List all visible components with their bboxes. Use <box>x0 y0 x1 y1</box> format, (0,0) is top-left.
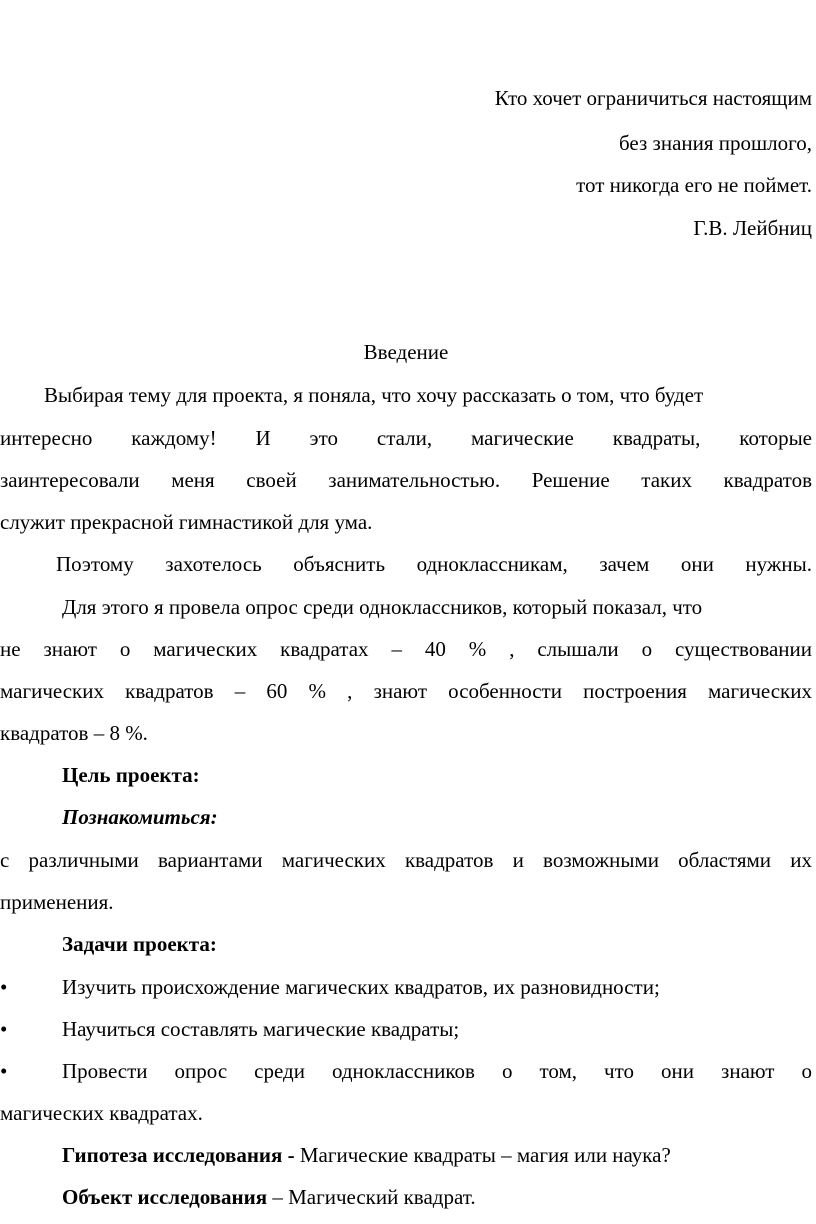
goal-text-line-1: с различными вариантами магических квадратов и возможными областями их <box>0 848 812 872</box>
section-title: Введение <box>363 340 449 364</box>
bullet-icon: • <box>0 975 8 999</box>
epigraph-author: Г.В. Лейбниц <box>693 216 812 240</box>
tasks-heading: Задачи проекта: <box>62 932 217 956</box>
epigraph-line-3: тот никогда его не поймет. <box>576 173 812 197</box>
goal-heading: Цель проекта: <box>62 763 200 787</box>
hypothesis-label: Гипотеза исследования - <box>62 1143 295 1167</box>
paragraph2-line-2: Для этого я провела опрос среди одноклассников, который показал, что <box>62 595 703 619</box>
paragraph1-line-2: интересно каждому! И это стали, магические квадраты, которые <box>0 426 812 450</box>
paragraph1-line-1: Выбирая тему для проекта, я поняла, что хочу рассказать о том, что будет <box>44 383 704 407</box>
epigraph-line-1: Кто хочет ограничиться настоящим <box>494 86 812 110</box>
task-item-1-text: Изучить происхождение магических квадратов, их разновидности; <box>62 975 660 999</box>
paragraph2-line-4: магических квадратов – 60 % , знают особенности построения магических <box>0 679 812 703</box>
hypothesis-text: Магические квадраты – магия или наука? <box>294 1143 671 1167</box>
epigraph-line-2: без знания прошлого, <box>619 131 812 155</box>
object-text: – Магический квадрат. <box>267 1185 476 1209</box>
paragraph2-line-1: Поэтому захотелось объяснить одноклассникам, зачем они нужны. <box>56 552 812 576</box>
task-item-3-text: Провести опрос среди одноклассников о том, что они знают о <box>62 1059 812 1083</box>
hypothesis-line <box>62 1145 812 1166</box>
object-line <box>62 1187 812 1208</box>
bullet-icon: • <box>0 1017 8 1041</box>
paragraph2-line-3: не знают о магических квадратах – 40 % , слышали о существовании <box>0 637 812 661</box>
goal-subheading: Познакомиться: <box>62 805 218 829</box>
task-item-3-continuation: магических квадратах. <box>0 1101 203 1125</box>
paragraph1-line-3: заинтересовали меня своей занимательностью. Решение таких квадратов <box>0 468 812 492</box>
task-item-2-text: Научиться составлять магические квадраты; <box>62 1017 460 1041</box>
bullet-icon: • <box>0 1059 8 1083</box>
goal-text-line-2: применения. <box>0 890 114 914</box>
paragraph1-line-4: служит прекрасной гимнастикой для ума. <box>0 510 373 534</box>
paragraph2-line-5: квадратов – 8 %. <box>0 721 148 745</box>
object-label: Объект исследования <box>62 1185 268 1209</box>
